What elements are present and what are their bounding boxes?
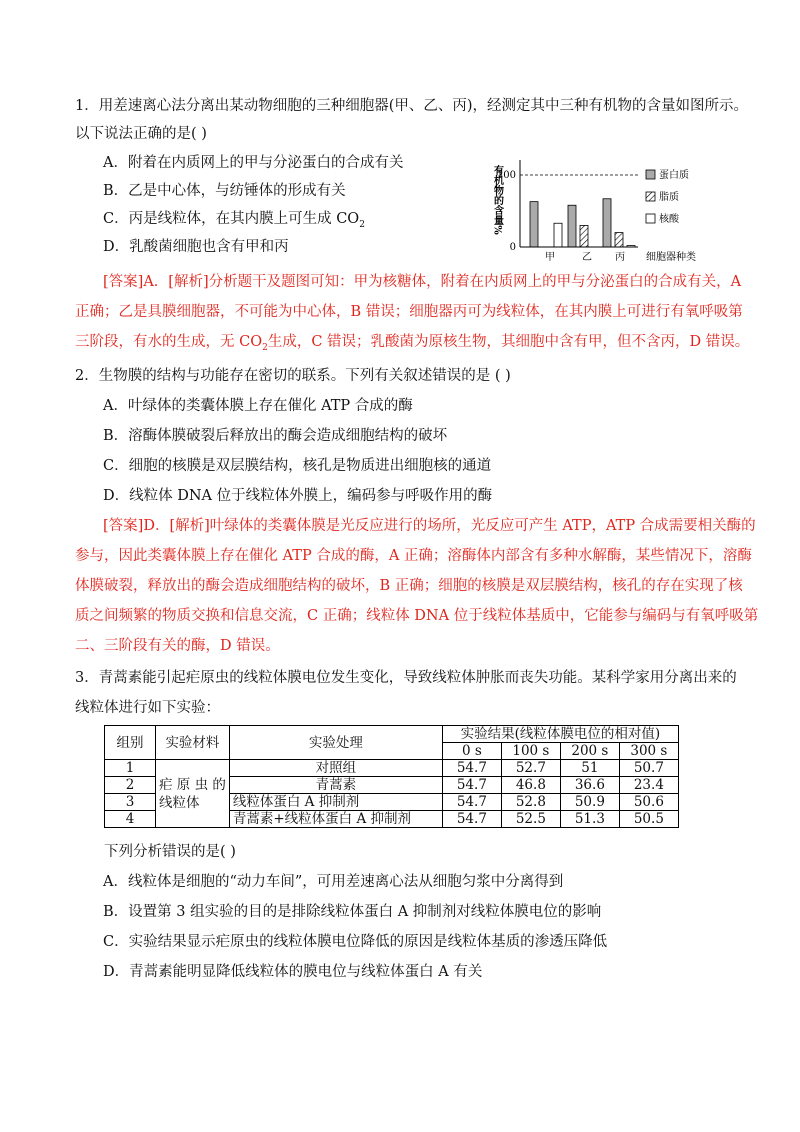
cell-value: 52.8: [501, 794, 560, 811]
cell-treatment: 线粒体蛋白 A 抑制剂: [229, 794, 442, 811]
header-time-100: 100 s: [501, 743, 560, 760]
header-group: 组别: [105, 726, 156, 760]
cell-value: 52.5: [501, 811, 560, 828]
q1-option-d: D．乳酸菌细胞也含有甲和丙: [103, 239, 289, 255]
q3-option-a: A．线粒体是细胞的“动力车间”，可用差速离心法从细胞匀浆中分离得到: [103, 874, 564, 890]
cell-material: 疟 原 虫 的 线粒体: [156, 760, 230, 828]
legend-nucleic-acid: 核酸: [659, 214, 679, 225]
bar-protein-3: [603, 199, 611, 247]
q2-answer-line2: 参与，因此类囊体膜上存在催化 ATP 合成的酶，A 正确；溶酶体内部含有多种水解酶，某些情况下，溶酶: [75, 548, 752, 564]
q3-stem-line1: 3．青蒿素能引起疟原虫的线粒体膜电位发生变化，导致线粒体肿胀而丧失功能。某科学家用分离出来的: [75, 670, 737, 686]
cell-group: 3: [105, 794, 156, 811]
legend-lipid: 脂质: [659, 192, 679, 203]
bar-lipid-2: [580, 225, 588, 247]
header-treatment: 实验处理: [229, 726, 442, 760]
cell-value: 50.6: [619, 794, 678, 811]
q1-answer-line1: [答案]A．[解析]分析题干及题图可知：甲为核糖体，附着在内质网上的甲与分泌蛋白的合成有关，A: [103, 274, 742, 290]
x-label-jia: 甲: [545, 252, 555, 263]
legend-swatch-protein: [646, 170, 655, 179]
cell-value: 54.7: [442, 811, 501, 828]
q3-option-b: B．设置第 3 组实验的目的是排除线粒体蛋白 A 抑制剂对线粒体膜电位的影响: [103, 904, 602, 920]
header-result: 实验结果(线粒体膜电位的相对值): [442, 726, 678, 743]
q2-option-c: C．细胞的核膜是双层膜结构，核孔是物质进出细胞核的通道: [103, 458, 492, 474]
y-axis-label: 有机物的含量%: [491, 165, 503, 235]
q3-option-d: D．青蒿素能明显降低线粒体的膜电位与线粒体蛋白 A 有关: [103, 964, 483, 980]
experiment-table: [104, 725, 679, 828]
q2-option-b: B．溶酶体膜破裂后释放出的酶会造成细胞结构的破坏: [103, 428, 448, 444]
cell-treatment: 青蒿素: [229, 777, 442, 794]
x-label-bing: 丙: [615, 252, 625, 263]
organelle-bar-chart: [488, 152, 718, 264]
cell-value: 51: [560, 760, 619, 777]
cell-value: 54.7: [442, 777, 501, 794]
q1-stem-line1: 1．用差速离心法分离出某动物细胞的三种细胞器(甲、乙、丙)，经测定其中三种有机物的含量如图所示。: [75, 98, 749, 114]
q2-option-d: D．线粒体 DNA 位于线粒体外膜上，编码参与呼吸作用的酶: [103, 488, 493, 504]
cell-value: 36.6: [560, 777, 619, 794]
q1-stem-line2: 以下说法正确的是( ): [75, 126, 207, 142]
cell-value: 54.7: [442, 760, 501, 777]
table-row: [105, 760, 679, 777]
legend-swatch-lipid: [646, 192, 655, 201]
cell-value: 50.7: [619, 760, 678, 777]
bar-protein-2: [568, 205, 576, 247]
cell-group: 1: [105, 760, 156, 777]
header-time-300: 300 s: [619, 743, 678, 760]
cell-value: 54.7: [442, 794, 501, 811]
y-tick-0: 0: [509, 242, 516, 253]
bar-protein-1: [530, 202, 538, 247]
cell-treatment: 对照组: [229, 760, 442, 777]
cell-value: 50.5: [619, 811, 678, 828]
header-time-200: 200 s: [560, 743, 619, 760]
y-tick-100: 100: [496, 170, 516, 181]
cell-value: 23.4: [619, 777, 678, 794]
q2-answer-line1: [答案]D．[解析]叶绿体的类囊体膜是光反应进行的场所，光反应可产生 ATP，ATP 合成需要相关酶的: [103, 518, 756, 534]
legend-protein: 蛋白质: [659, 170, 689, 181]
cell-value: 51.3: [560, 811, 619, 828]
q2-answer-line5: 二、三阶段有关的酶，D 错误。: [75, 638, 280, 654]
x-axis-label: 细胞器种类: [646, 252, 696, 263]
q1-option-c: C．丙是线粒体，在其内膜上可生成 $CO_2$: [103, 211, 365, 230]
q3-stem-line2: 线粒体进行如下实验：: [75, 700, 220, 716]
cell-value: 50.9: [560, 794, 619, 811]
legend-swatch-nucleic-acid: [646, 214, 655, 223]
q1-option-b: B．乙是中心体，与纺锤体的形成有关: [103, 183, 346, 199]
header-material: 实验材料: [156, 726, 230, 760]
q2-answer-line3: 体膜破裂，释放出的酶会造成细胞结构的破坏，B 正确；细胞的核膜是双层膜结构，核孔的存在实现了核: [75, 578, 743, 594]
q2-option-a: A．叶绿体的类囊体膜上存在催化 ATP 合成的酶: [103, 398, 413, 414]
bar-lipid-3: [615, 233, 623, 247]
header-time-0: 0 s: [442, 743, 501, 760]
q3-option-c: C．实验结果显示疟原虫的线粒体膜电位降低的原因是线粒体基质的渗透压降低: [103, 934, 608, 950]
q1-answer-line3: 三阶段，有水的生成，无 $CO_2$生成，C 错误；乳酸菌为原核生物，其细胞中含有甲，但不含丙，D 错误。: [75, 334, 750, 353]
q2-answer-line4: 质之间频繁的物质交换和信息交流，C 正确；线粒体 DNA 位于线粒体基质中，它能参与编码与有氧呼吸第: [75, 608, 759, 624]
q3-question: 下列分析错误的是( ): [104, 844, 236, 860]
cell-value: 52.7: [501, 760, 560, 777]
cell-group: 4: [105, 811, 156, 828]
cell-treatment: 青蒿素+线粒体蛋白 A 抑制剂: [229, 811, 442, 828]
q1-option-a: A．附着在内质网上的甲与分泌蛋白的合成有关: [103, 155, 404, 171]
cell-group: 2: [105, 777, 156, 794]
x-label-yi: 乙: [582, 252, 592, 263]
q2-stem: 2．生物膜的结构与功能存在密切的联系。下列有关叙述错误的是 ( ): [75, 368, 511, 384]
bar-nucleic-acid-1: [554, 223, 562, 247]
cell-value: 46.8: [501, 777, 560, 794]
q1-answer-line2: 正确；乙是具膜细胞器，不可能为中心体，B 错误；细胞器丙可为线粒体，在其内膜上可进行有氧呼吸第: [75, 304, 743, 320]
